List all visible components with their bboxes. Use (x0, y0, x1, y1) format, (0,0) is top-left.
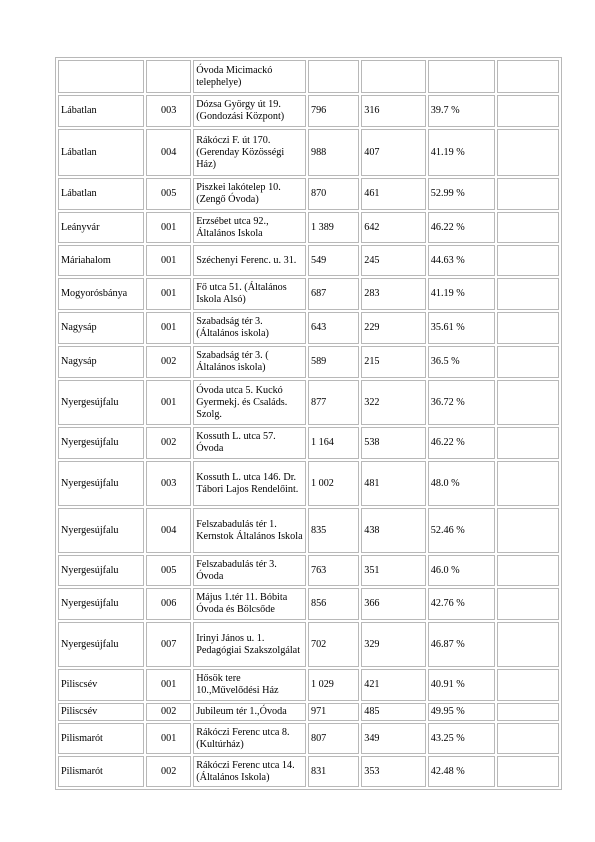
settlement-cell: Nagysáp (58, 346, 144, 378)
district-number-cell: 005 (146, 555, 191, 586)
turnout-percent-cell: 35.61 % (428, 312, 496, 344)
turnout-percent-cell: 46.87 % (428, 622, 496, 667)
turnout-percent-cell: 52.46 % (428, 508, 496, 553)
empty-cell (497, 588, 559, 620)
address-cell: Felszabadulás tér 3. Óvoda (193, 555, 306, 586)
turnout-percent-cell: 36.72 % (428, 380, 496, 425)
participants-cell: 366 (361, 588, 426, 620)
empty-cell (497, 60, 559, 93)
settlement-cell: Mogyorósbánya (58, 278, 144, 310)
table-row (58, 427, 559, 459)
district-number-cell: 004 (146, 508, 191, 553)
address-cell: Május 1.tér 11. Bóbita Óvoda és Bölcsőde (193, 588, 306, 620)
participants-cell: 322 (361, 380, 426, 425)
table-row (58, 508, 559, 553)
district-number-cell: 003 (146, 95, 191, 127)
turnout-percent-cell: 46.22 % (428, 427, 496, 459)
eligible-voters-cell: 549 (308, 245, 359, 276)
eligible-voters-cell: 988 (308, 129, 359, 176)
table-row (58, 723, 559, 754)
turnout-percent-cell: 41.19 % (428, 278, 496, 310)
settlement-cell: Nyergesújfalu (58, 588, 144, 620)
district-number-cell: 001 (146, 212, 191, 243)
turnout-percent-cell: 49.95 % (428, 703, 496, 721)
turnout-percent-cell: 39.7 % (428, 95, 496, 127)
empty-cell (497, 245, 559, 276)
turnout-percent-cell: 42.48 % (428, 756, 496, 787)
empty-cell (497, 346, 559, 378)
turnout-percent-cell: 36.5 % (428, 346, 496, 378)
eligible-voters-cell: 870 (308, 178, 359, 210)
participants-cell (361, 60, 426, 93)
address-cell: Óvoda utca 5. Kuckó Gyermekj. és Családs. Szolg. (193, 380, 306, 425)
participants-cell: 421 (361, 669, 426, 701)
eligible-voters-cell: 1 164 (308, 427, 359, 459)
table-row (58, 555, 559, 586)
settlement-cell: Pilismarót (58, 756, 144, 787)
turnout-percent-cell: 52.99 % (428, 178, 496, 210)
address-cell: Szabadság tér 3. (Általános iskola) (193, 312, 306, 344)
empty-cell (497, 555, 559, 586)
table-row (58, 380, 559, 425)
eligible-voters-cell: 1 002 (308, 461, 359, 506)
district-number-cell: 002 (146, 427, 191, 459)
address-cell: Irinyi János u. 1. Pedagógiai Szakszolgálat (193, 622, 306, 667)
table-row (58, 212, 559, 243)
table-row (58, 588, 559, 620)
table-row (58, 461, 559, 506)
address-cell: Jubileum tér 1.,Óvoda (193, 703, 306, 721)
empty-cell (497, 461, 559, 506)
settlement-cell: Lábatlan (58, 178, 144, 210)
empty-cell (497, 278, 559, 310)
turnout-percent-cell: 41.19 % (428, 129, 496, 176)
district-number-cell: 001 (146, 278, 191, 310)
table-row (58, 622, 559, 667)
district-number-cell (146, 60, 191, 93)
participants-cell: 329 (361, 622, 426, 667)
settlement-cell: Nyergesújfalu (58, 380, 144, 425)
eligible-voters-cell: 831 (308, 756, 359, 787)
address-cell: Szabadság tér 3. ( Általános iskola) (193, 346, 306, 378)
turnout-percent-cell (428, 60, 496, 93)
participants-cell: 481 (361, 461, 426, 506)
participants-cell: 245 (361, 245, 426, 276)
turnout-percent-cell: 46.0 % (428, 555, 496, 586)
table-row (58, 178, 559, 210)
participants-cell: 461 (361, 178, 426, 210)
district-number-cell: 001 (146, 669, 191, 701)
empty-cell (497, 129, 559, 176)
district-number-cell: 001 (146, 245, 191, 276)
district-number-cell: 002 (146, 703, 191, 721)
eligible-voters-cell: 877 (308, 380, 359, 425)
empty-cell (497, 178, 559, 210)
district-number-cell: 002 (146, 756, 191, 787)
address-cell: Kossuth L. utca 146. Dr. Tábori Lajos Rendelőint. (193, 461, 306, 506)
eligible-voters-cell: 589 (308, 346, 359, 378)
settlement-cell: Lábatlan (58, 129, 144, 176)
participants-cell: 229 (361, 312, 426, 344)
district-number-cell: 002 (146, 346, 191, 378)
table-row (58, 756, 559, 787)
district-number-cell: 001 (146, 312, 191, 344)
turnout-percent-cell: 48.0 % (428, 461, 496, 506)
address-cell: Széchenyi Ferenc. u. 31. (193, 245, 306, 276)
settlement-cell: Nyergesújfalu (58, 461, 144, 506)
table-row (58, 278, 559, 310)
eligible-voters-cell: 763 (308, 555, 359, 586)
eligible-voters-cell: 1 029 (308, 669, 359, 701)
eligible-voters-cell: 796 (308, 95, 359, 127)
empty-cell (497, 723, 559, 754)
table-row (58, 60, 559, 93)
participants-cell: 316 (361, 95, 426, 127)
settlement-cell: Piliscsév (58, 703, 144, 721)
address-cell: Rákóczi Ferenc utca 8. (Kultúrház) (193, 723, 306, 754)
participants-cell: 407 (361, 129, 426, 176)
polling-station-table (55, 57, 562, 790)
participants-cell: 485 (361, 703, 426, 721)
district-number-cell: 004 (146, 129, 191, 176)
settlement-cell: Piliscsév (58, 669, 144, 701)
participants-cell: 215 (361, 346, 426, 378)
participants-cell: 349 (361, 723, 426, 754)
district-number-cell: 007 (146, 622, 191, 667)
settlement-cell: Leányvár (58, 212, 144, 243)
participants-cell: 283 (361, 278, 426, 310)
eligible-voters-cell: 687 (308, 278, 359, 310)
table-row (58, 129, 559, 176)
turnout-percent-cell: 44.63 % (428, 245, 496, 276)
district-number-cell: 005 (146, 178, 191, 210)
empty-cell (497, 703, 559, 721)
eligible-voters-cell: 1 389 (308, 212, 359, 243)
settlement-cell: Nyergesújfalu (58, 622, 144, 667)
district-number-cell: 006 (146, 588, 191, 620)
eligible-voters-cell: 702 (308, 622, 359, 667)
address-cell: Hősök tere 10.,Művelődési Ház (193, 669, 306, 701)
settlement-cell: Nyergesújfalu (58, 508, 144, 553)
table-row (58, 703, 559, 721)
address-cell: Erzsébet utca 92., Általános Iskola (193, 212, 306, 243)
turnout-percent-cell: 43.25 % (428, 723, 496, 754)
empty-cell (497, 756, 559, 787)
eligible-voters-cell: 971 (308, 703, 359, 721)
address-cell: Óvoda Micimackó telephelye) (193, 60, 306, 93)
district-number-cell: 003 (146, 461, 191, 506)
empty-cell (497, 427, 559, 459)
participants-cell: 351 (361, 555, 426, 586)
table-row (58, 95, 559, 127)
eligible-voters-cell: 807 (308, 723, 359, 754)
address-cell: Fő utca 51. (Általános Iskola Alsó) (193, 278, 306, 310)
district-number-cell: 001 (146, 723, 191, 754)
table-row (58, 312, 559, 344)
address-cell: Piszkei lakótelep 10. (Zengő Óvoda) (193, 178, 306, 210)
settlement-cell: Máriahalom (58, 245, 144, 276)
settlement-cell: Lábatlan (58, 95, 144, 127)
turnout-percent-cell: 46.22 % (428, 212, 496, 243)
settlement-cell: Nyergesújfalu (58, 427, 144, 459)
eligible-voters-cell: 856 (308, 588, 359, 620)
table-row (58, 346, 559, 378)
empty-cell (497, 669, 559, 701)
eligible-voters-cell: 643 (308, 312, 359, 344)
participants-cell: 353 (361, 756, 426, 787)
turnout-percent-cell: 40.91 % (428, 669, 496, 701)
address-cell: Rákóczi Ferenc utca 14. (Általános Iskola) (193, 756, 306, 787)
empty-cell (497, 312, 559, 344)
district-number-cell: 001 (146, 380, 191, 425)
address-cell: Rákóczi F. út 170. (Gerenday Közösségi Ház) (193, 129, 306, 176)
empty-cell (497, 212, 559, 243)
settlement-cell: Pilismarót (58, 723, 144, 754)
eligible-voters-cell: 835 (308, 508, 359, 553)
table-row (58, 245, 559, 276)
empty-cell (497, 95, 559, 127)
empty-cell (497, 622, 559, 667)
address-cell: Kossuth L. utca 57. Óvoda (193, 427, 306, 459)
empty-cell (497, 380, 559, 425)
address-cell: Felszabadulás tér 1. Kernstok Általános Iskola (193, 508, 306, 553)
eligible-voters-cell (308, 60, 359, 93)
empty-cell (497, 508, 559, 553)
address-cell: Dózsa György út 19. (Gondozási Központ) (193, 95, 306, 127)
participants-cell: 642 (361, 212, 426, 243)
participants-cell: 438 (361, 508, 426, 553)
participants-cell: 538 (361, 427, 426, 459)
table-row (58, 669, 559, 701)
settlement-cell: Nagysáp (58, 312, 144, 344)
settlement-cell: Nyergesújfalu (58, 555, 144, 586)
turnout-percent-cell: 42.76 % (428, 588, 496, 620)
settlement-cell (58, 60, 144, 93)
